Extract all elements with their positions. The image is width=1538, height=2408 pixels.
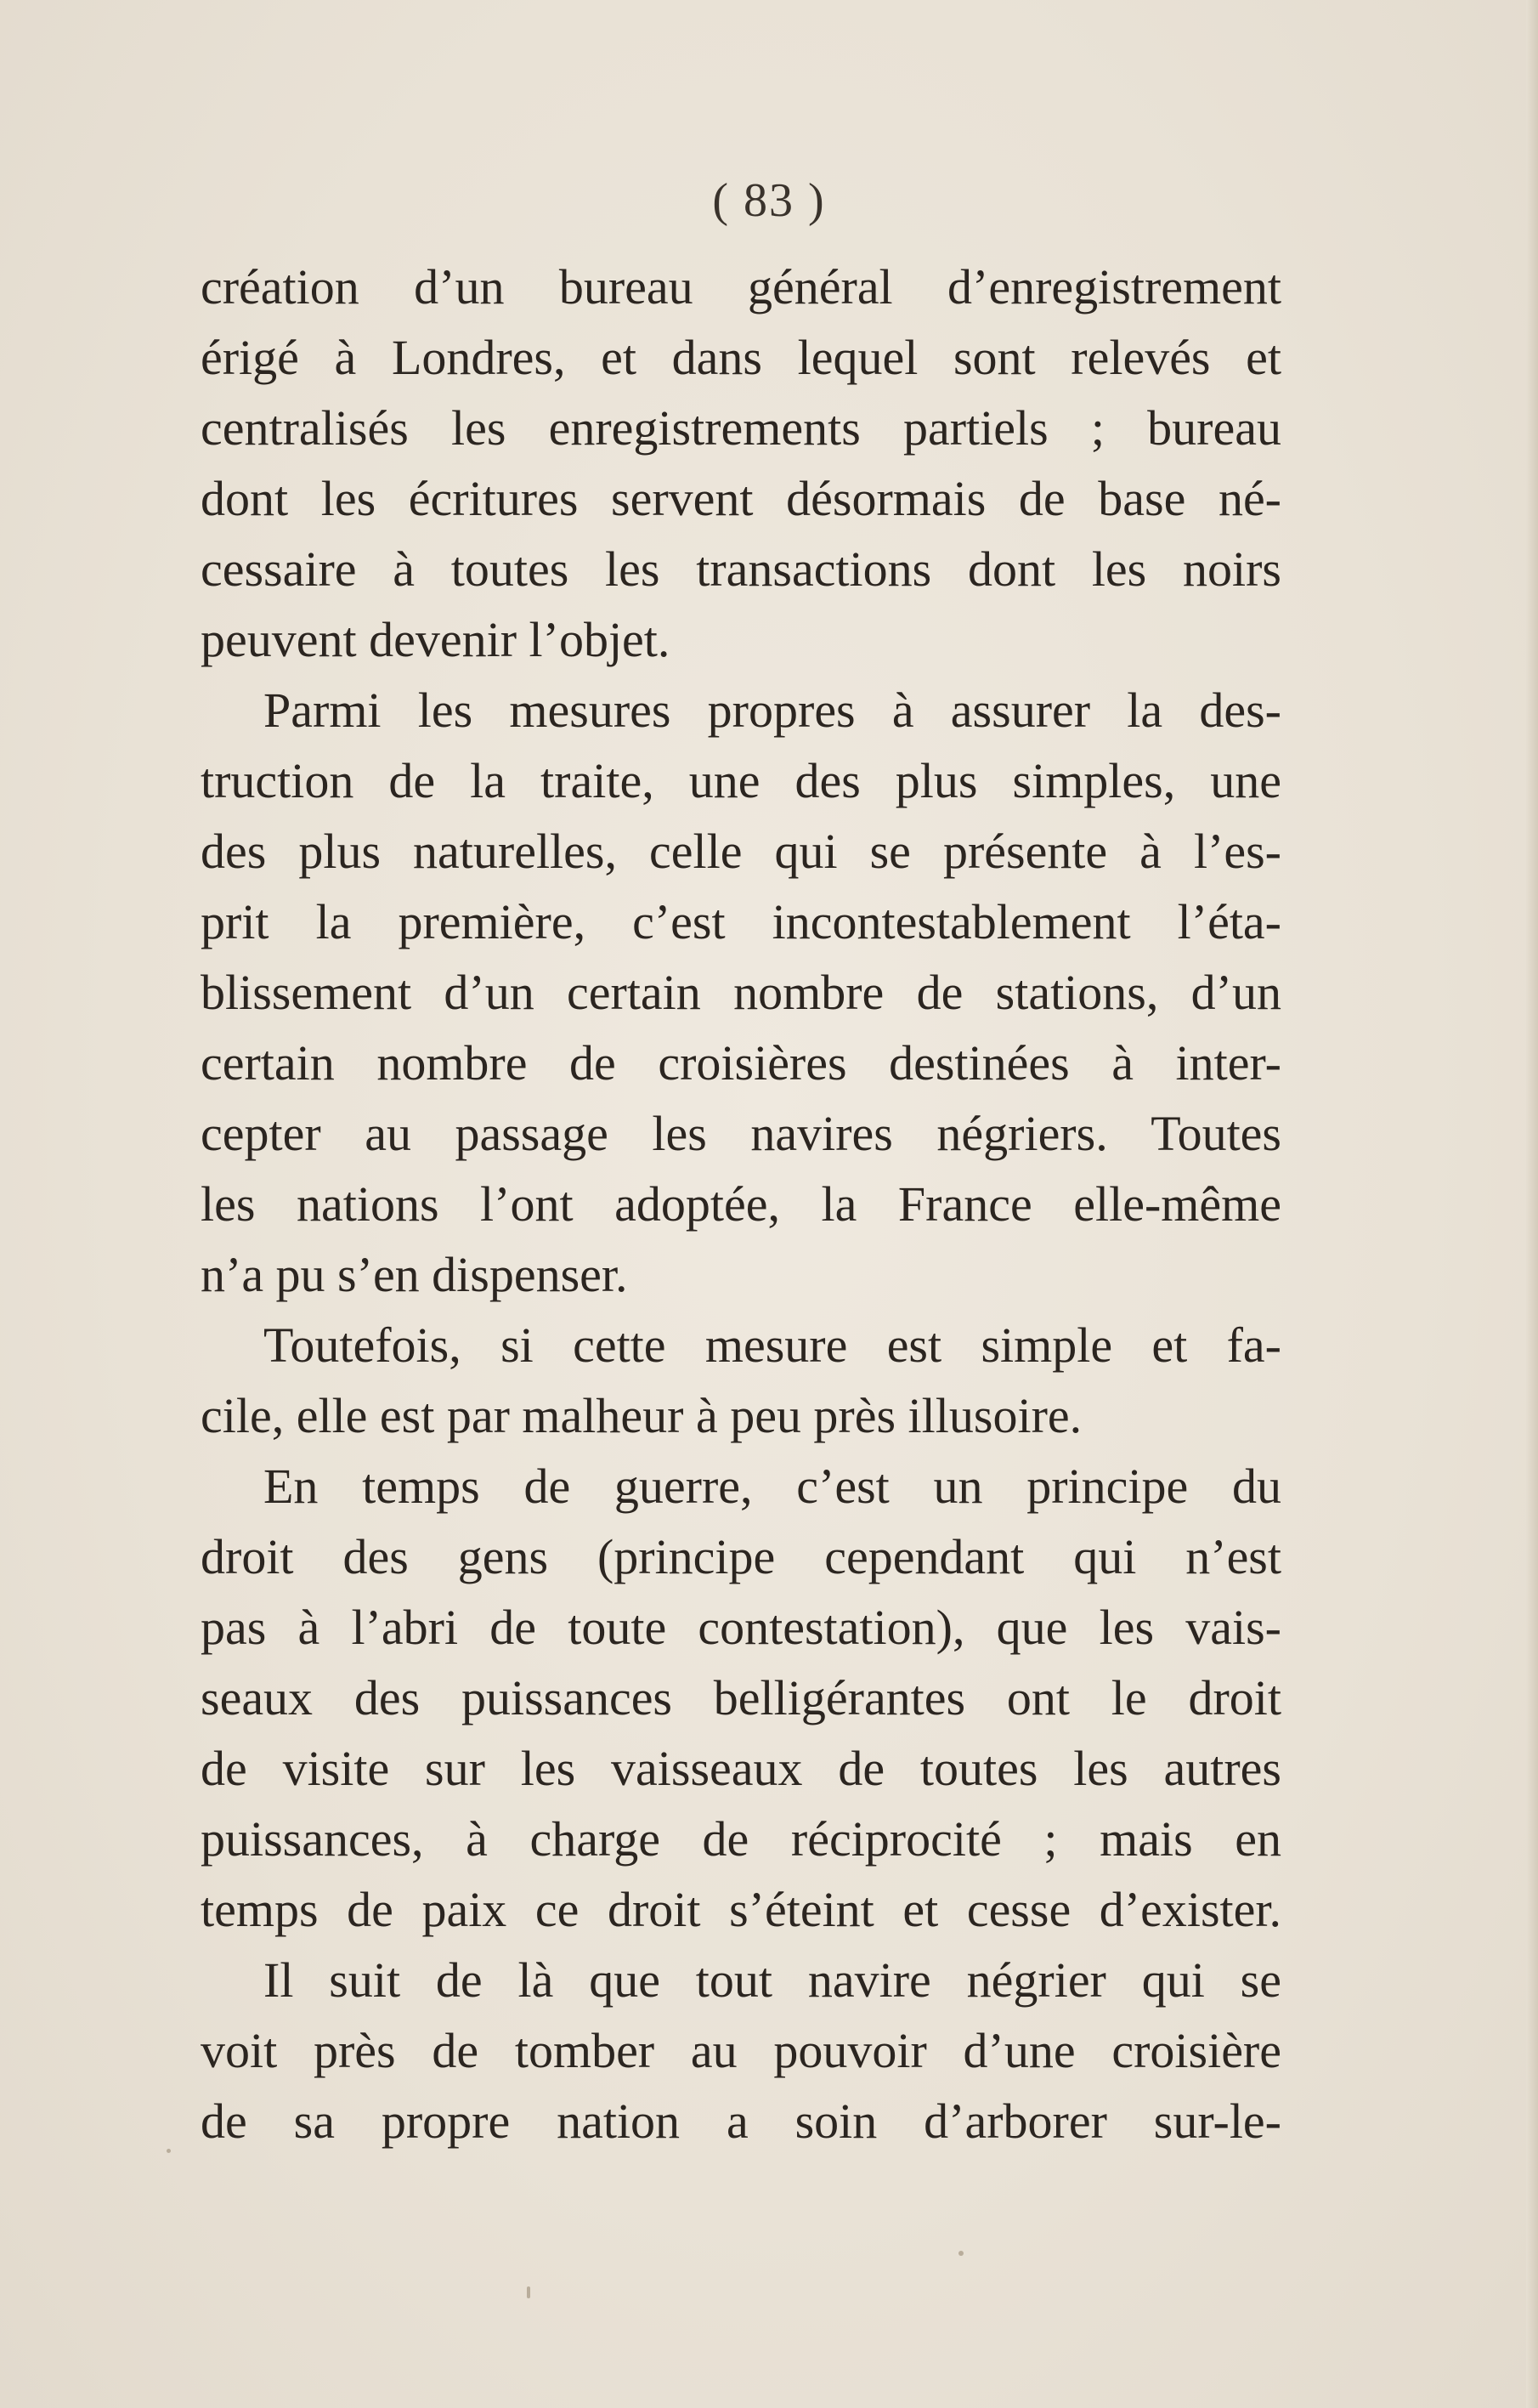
text-line: Toutefois, si cette mesure est simple et fa- [263,1317,1281,1373]
text-line: Il suit de là que tout navire négrier qui se [263,1952,1281,2008]
text-line: puissances, à charge de réciprocité ; mais en [201,1811,1281,1867]
text-line: cessaire à toutes les transactions dont les noirs [201,541,1281,597]
text-line: seaux des puissances belligérantes ont le droit [201,1670,1281,1725]
body-text [201,252,1281,2156]
text-line: des plus naturelles, celle qui se présente à l’es- [201,824,1281,879]
text-line: centralisés les enregistrements partiels ; bureau [201,400,1281,456]
text-line: de visite sur les vaisseaux de toutes les autres [201,1741,1281,1796]
text-line: Parmi les mesures propres à assurer la des- [263,683,1281,738]
page-number: ( 83 ) [712,174,826,227]
text-line: truction de la traite, une des plus simples, une [201,753,1281,808]
page-edge [1526,0,1538,2408]
text-line: de sa propre nation a soin d’arborer sur-le- [201,2094,1281,2149]
paper-speck [167,2149,171,2153]
text-line: cepter au passage les navires négriers. Toutes [201,1106,1281,1161]
text-line: prit la première, c’est incontestablement l’éta- [201,894,1281,949]
paper-speck [527,2286,530,2298]
text-line: temps de paix ce droit s’éteint et cesse d’exister. [201,1882,1281,1937]
text-line: peuvent devenir l’objet. [201,612,670,667]
text-line: érigé à Londres, et dans lequel sont relevés et [201,330,1281,385]
text-line: blissement d’un certain nombre de stations, d’un [201,965,1281,1020]
text-line: création d’un bureau général d’enregistrement [201,259,1281,314]
text-line: cile, elle est par malheur à peu près illusoire. [201,1388,1083,1443]
text-line: voit près de tomber au pouvoir d’une croisière [201,2023,1281,2078]
text-line: pas à l’abri de toute contestation), que les vais- [201,1600,1281,1655]
text-line: dont les écritures servent désormais de base né- [201,471,1281,526]
text-line: les nations l’ont adoptée, la France elle-même [201,1176,1281,1232]
text-line: n’a pu s’en dispenser. [201,1247,628,1302]
text-line: droit des gens (principe cependant qui n’est [201,1529,1281,1584]
text-line: En temps de guerre, c’est un principe du [263,1459,1281,1514]
text-line: certain nombre de croisières destinées à inter- [201,1035,1281,1091]
paper-speck [958,2251,964,2256]
